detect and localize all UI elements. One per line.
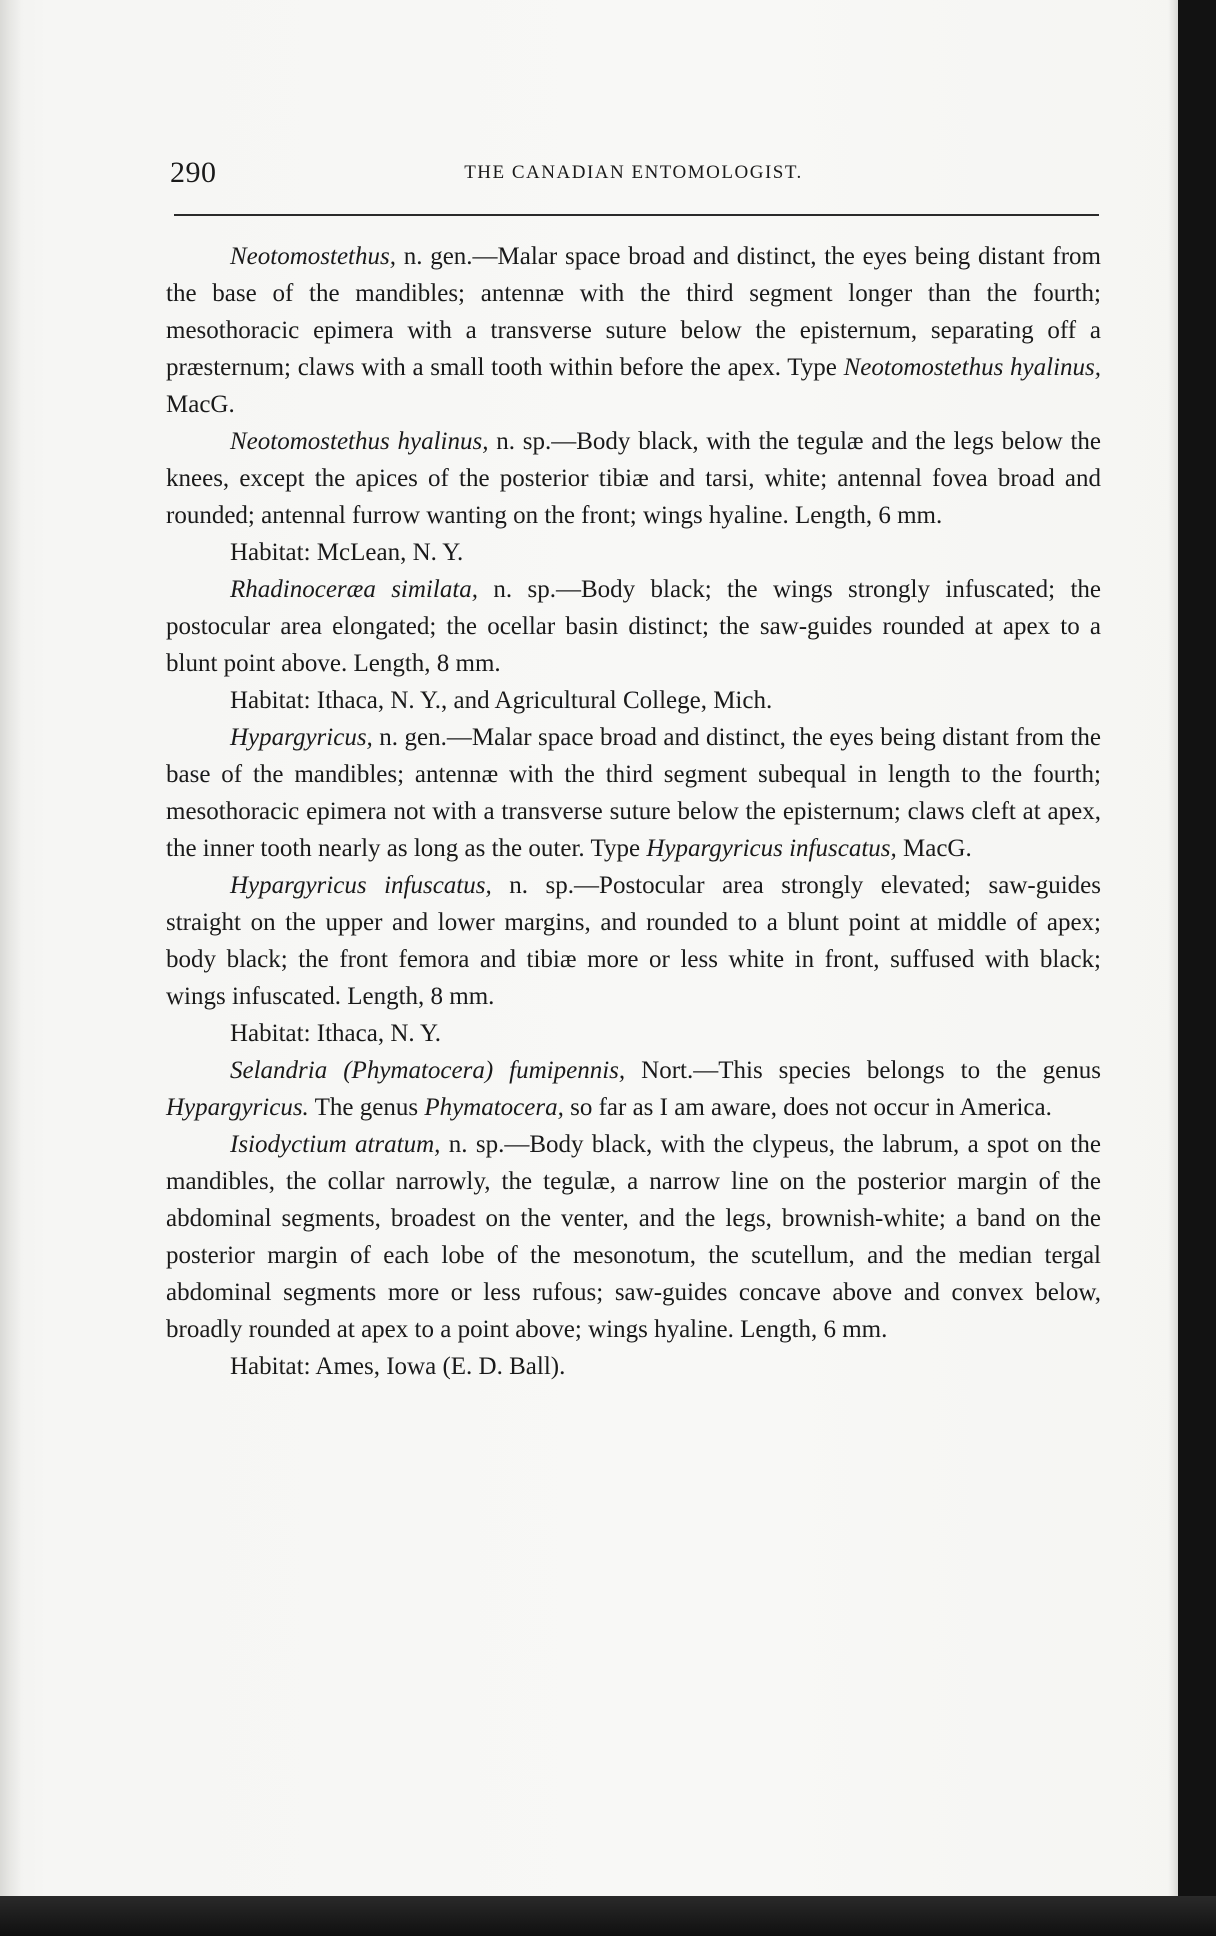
paragraph-text: n. sp.—Body black; the wings strongly infuscated; the postocular area elongated; the ocellar basin distinct; the saw-guides rounded at apex to a blunt point above. Length, 8 mm. xyxy=(166,576,1101,677)
running-head: THE CANADIAN ENTOMOLOGIST. xyxy=(464,162,803,183)
paragraph-hypargyricus-infuscatus xyxy=(166,867,1101,1015)
paragraph-text: n. sp.—Postocular area strongly elevated; saw-guides straight on the upper and lower margins, and rounded to a blunt point at middle of apex; body black; the front femora and tibiæ more or less white in front, suffused with black; wings infuscated. Length, 8 mm. xyxy=(166,872,1101,1010)
taxon-name: Neotomostethus hyalinus, xyxy=(230,428,489,455)
right-scan-border xyxy=(1178,0,1216,1936)
paragraph-text: n. sp.—Body black, with the clypeus, the labrum, a spot on the mandibles, the collar narrowly, the tegulæ, a narrow line on the posterior margin of the abdominal segments, broadest on the venter, and the legs, brownish-white; a band on the posterior margin of each lobe of the mesonotum, the scutellum, and the median tergal abdominal segments more or less rufous; saw-guides concave above and convex below, broadly rounded at apex to a point above; wings hyaline. Length, 6 mm. xyxy=(166,1131,1101,1343)
taxon-name: Hypargyricus, xyxy=(230,724,373,751)
paragraph-text: Nort.—This species belongs to the genus xyxy=(625,1057,1101,1084)
paragraph-hypargyricus xyxy=(166,719,1101,867)
taxon-name: Hypargyricus infuscatus, xyxy=(230,872,492,899)
paragraph-text: n. gen.—Malar space broad and distinct, the eyes being distant from the base of the mandibles; antennæ with the third segment subequal in length to the fourth; mesothoracic epimera not with a transverse suture below the episternum; claws cleft at apex, the inner tooth nearly as long as the outer. Type xyxy=(166,724,1101,862)
habitat-line: Habitat: McLean, N. Y. xyxy=(230,539,464,566)
page-edge-shading xyxy=(1168,0,1178,1936)
type-species: Hypargyricus infuscatus, xyxy=(646,835,897,862)
paragraph-isiodyctium-atratum xyxy=(166,1126,1101,1348)
bottom-scan-border xyxy=(0,1896,1216,1936)
paragraph-rhadinoceraea-similata xyxy=(166,571,1101,682)
paragraph-text: The genus xyxy=(308,1094,425,1121)
paragraph-text: n. gen.—Malar space broad and distinct, the eyes being distant from the base of the mandibles; antennæ with the third segment longer than the fourth; mesothoracic epimera with a transverse suture below the episternum, separating off a præsternum; claws with a small tooth within before the apex. Type xyxy=(166,243,1101,381)
paragraph-tail: MacG. xyxy=(166,391,235,418)
taxon-name: Rhadinoceræa similata, xyxy=(230,576,479,603)
paragraph-text: n. sp.—Body black, with the tegulæ and the legs below the knees, except the apices of the posterior tibiæ and tarsi, white; antennal fovea broad and rounded; antennal furrow wanting on the front; wings hyaline. Length, 6 mm. xyxy=(166,428,1101,529)
paragraph-text: so far as I am aware, does not occur in America. xyxy=(563,1094,1052,1121)
habitat-line: Habitat: Ithaca, N. Y. xyxy=(230,1020,442,1047)
taxon-name: Isiodyctium atratum, xyxy=(230,1131,441,1158)
header-rule xyxy=(174,214,1099,216)
type-species: Neotomostethus hyalinus, xyxy=(843,354,1101,381)
paragraph-tail: MacG. xyxy=(896,835,972,862)
document-page xyxy=(166,150,1101,1380)
paragraph-neotomostethus-hyalinus xyxy=(166,423,1101,534)
document-body xyxy=(166,238,1101,1385)
taxon-name: Selandria (Phymatocera) fumipennis, xyxy=(230,1057,626,1084)
page-fold-shadow xyxy=(0,0,22,1936)
habitat-line: Habitat: Ithaca, N. Y., and Agricultural College, Mich. xyxy=(230,687,773,714)
paragraph-neotomostethus xyxy=(166,238,1101,423)
genus-name: Hypargyricus. xyxy=(166,1094,309,1121)
page-number: 290 xyxy=(170,156,217,189)
habitat-line: Habitat: Ames, Iowa (E. D. Ball). xyxy=(230,1353,566,1380)
paragraph-selandria-fumipennis xyxy=(166,1052,1101,1126)
genus-name: Phymatocera, xyxy=(424,1094,564,1121)
page-header xyxy=(166,150,1101,200)
taxon-name: Neotomostethus, xyxy=(230,243,396,270)
